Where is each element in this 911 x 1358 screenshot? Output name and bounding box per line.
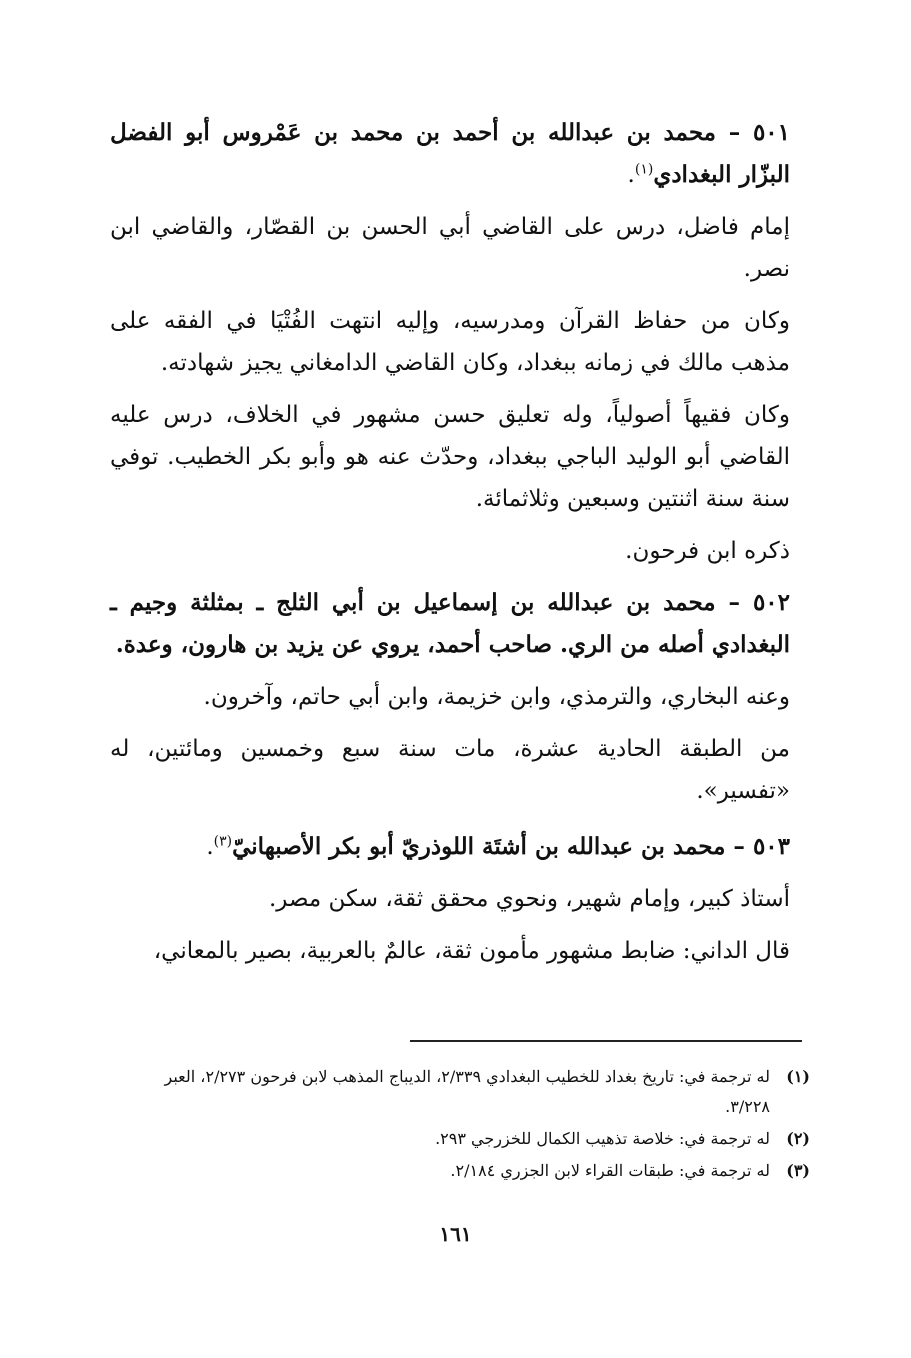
paragraph: إمام فاضل، درس على القاضي أبي الحسن بن القصّار، والقاضي ابن نصر. <box>110 214 790 282</box>
paragraph: وكان من حفاظ القرآن ومدرسيه، وإليه انتهت الفُتْيَا في الفقه على مذهب مالك في زمانه ببغداد، وكان القاضي الدامغاني يجيز شهادته. <box>110 308 790 376</box>
paragraph: وكان فقيهاً أصولياً، وله تعليق حسن مشهور في الخلاف، درس عليه القاضي أبو الوليد الباجي ببغداد، وحدّث عنه هو وأبو بكر الخطيب. توفي سنة سنة اثنتين وسبعين وثلاثمائة. <box>110 402 790 512</box>
entry-heading-end: . <box>206 834 214 860</box>
paragraph: قال الداني: ضابط مشهور مأمون ثقة، عالمٌ بالعربية، بصير بالمعاني، <box>153 938 790 964</box>
entry-501 <box>110 112 790 572</box>
paragraph: وعنه البخاري، والترمذي، وابن خزيمة، وابن أبي حاتم، وآخرون. <box>203 684 790 710</box>
entry-heading <box>110 582 790 666</box>
entry-heading-text: ٥٠٣ – محمد بن عبدالله بن أشتَة اللوذريّ أبو بكر الأصبهانيّ <box>232 833 790 860</box>
footnote-item <box>140 1156 810 1186</box>
entry-heading-end: . <box>627 162 635 188</box>
footnote-text: له ترجمة في: طبقات القراء لابن الجزري ٢/١٨٤. <box>450 1161 770 1180</box>
paragraph: أستاذ كبير، وإمام شهير، ونحوي محقق ثقة، سكن مصر. <box>268 886 790 912</box>
page-number: ١٦١ <box>439 1222 472 1246</box>
footnote-divider <box>410 1040 802 1042</box>
entry-heading <box>110 112 790 196</box>
footnote-mark: (٣) <box>786 1161 810 1180</box>
entry-heading <box>110 826 790 868</box>
footnotes <box>140 1062 810 1188</box>
footnote-mark: (١) <box>786 1067 810 1086</box>
entry-503 <box>110 826 790 972</box>
footnote-ref: (١) <box>634 161 654 178</box>
entry-heading-text: ٥٠٢ – محمد بن عبدالله بن إسماعيل بن أبي الثلج ـ بمثلثة وجيم ـ البغدادي أصله من الري. صاحب أحمد، يروي عن يزيد بن هارون، وعدة. <box>110 589 790 658</box>
footnote-mark: (٢) <box>786 1129 810 1148</box>
paragraph: من الطبقة الحادية عشرة، مات سنة سبع وخمسين ومائتين، له «تفسير». <box>110 736 790 804</box>
footnote-text: له ترجمة في: خلاصة تذهيب الكمال للخزرجي ٢٩٣. <box>435 1129 770 1148</box>
footnote-text: له ترجمة في: تاريخ بغداد للخطيب البغدادي ٢/٣٣٩، الديباج المذهب لابن فرحون ٢/٢٧٣، العبر ٣/٢٢٨. <box>164 1067 770 1116</box>
footnote-ref: (٣) <box>213 833 233 850</box>
paragraph: ذكره ابن فرحون. <box>625 538 790 564</box>
entry-502 <box>110 582 790 812</box>
footnote-item <box>140 1124 810 1154</box>
footnote-item <box>140 1062 810 1122</box>
entry-heading-text: ٥٠١ – محمد بن عبدالله بن أحمد بن محمد بن عَمْروس أبو الفضل البزّار البغدادي <box>110 119 790 188</box>
